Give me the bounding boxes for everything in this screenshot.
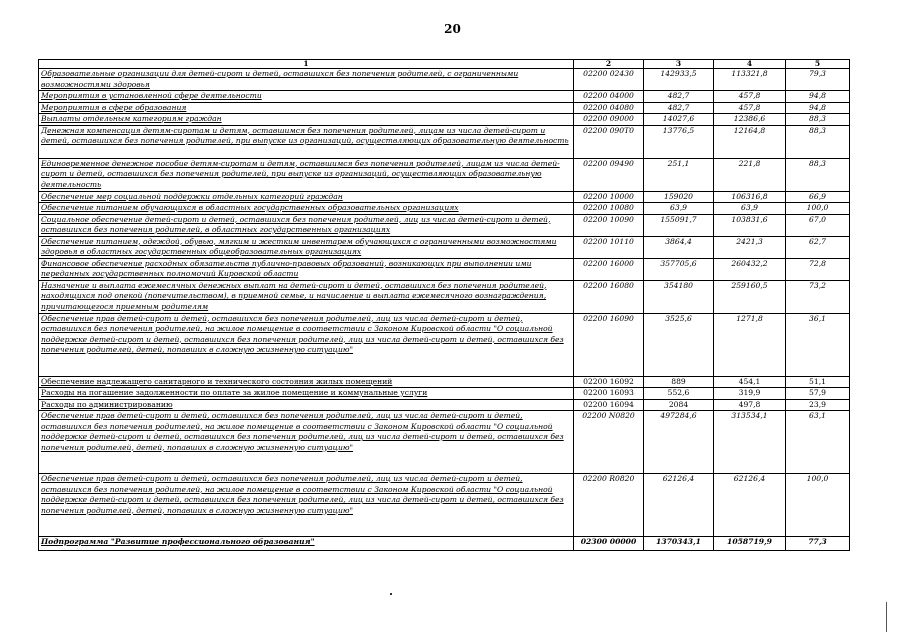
row-code: 02200 16092 — [574, 376, 644, 388]
row-name: Обеспечение питанием, одеждой, обувью, мягким и жестким инвентарем обучающихся с ограниченными возможностями здоровья в областных государственных общеобразовательных организациях — [39, 236, 574, 258]
budget-table — [38, 59, 850, 551]
row-percent: 66,9 — [786, 191, 850, 203]
row-actual-value: 313534,1 — [714, 411, 786, 474]
row-code: 02200 N0820 — [574, 411, 644, 474]
row-code: 02200 090Т0 — [574, 125, 644, 158]
page-number: 20 — [444, 22, 461, 36]
scan-dot — [390, 593, 392, 595]
row-code: 02200 16094 — [574, 399, 644, 411]
row-plan-value: 62126,4 — [644, 474, 714, 537]
row-code: 02200 04080 — [574, 102, 644, 114]
row-code: 02200 10080 — [574, 203, 644, 215]
row-plan-value: 354180 — [644, 280, 714, 313]
row-code: 02200 09490 — [574, 158, 644, 191]
table-row — [39, 388, 850, 400]
row-plan-value: 1370343,1 — [644, 537, 714, 551]
row-plan-value: 142933,5 — [644, 69, 714, 91]
row-actual-value: 259160,5 — [714, 280, 786, 313]
row-plan-value: 357705,6 — [644, 258, 714, 280]
row-actual-value: 62126,4 — [714, 474, 786, 537]
row-percent: 51,1 — [786, 376, 850, 388]
row-percent: 72,8 — [786, 258, 850, 280]
row-plan-value: 3525,6 — [644, 313, 714, 376]
row-plan-value: 889 — [644, 376, 714, 388]
row-actual-value: 260432,2 — [714, 258, 786, 280]
row-code: 02200 R0820 — [574, 474, 644, 537]
row-name: Социальное обеспечение детей-сирот и детей, оставшихся без попечения родителей, лиц из числа детей-сирот и детей, оставшихся без попечения родителей, в областных государственных организациях — [39, 214, 574, 236]
row-code: 02200 10000 — [574, 191, 644, 203]
table-row — [39, 191, 850, 203]
row-actual-value: 457,8 — [714, 91, 786, 103]
table-header-row — [39, 60, 850, 69]
row-percent: 94,8 — [786, 102, 850, 114]
row-percent: 100,0 — [786, 474, 850, 537]
row-code: 02300 00000 — [574, 537, 644, 551]
row-percent: 63,1 — [786, 411, 850, 474]
row-plan-value: 3864,4 — [644, 236, 714, 258]
column-header-4: 4 — [714, 60, 786, 69]
row-plan-value: 482,7 — [644, 102, 714, 114]
row-name: Финансовое обеспечение расходных обязательств публично-правовых образований, возникающих при выполнении ими переданных государственных полномочий Кировской области — [39, 258, 574, 280]
row-plan-value: 159020 — [644, 191, 714, 203]
row-percent: 67,0 — [786, 214, 850, 236]
row-name: Обеспечение мер социальной поддержки отдельных категорий граждан — [39, 191, 574, 203]
row-code: 02200 04000 — [574, 91, 644, 103]
row-percent: 77,3 — [786, 537, 850, 551]
row-code: 02200 10090 — [574, 214, 644, 236]
row-actual-value: 63,9 — [714, 203, 786, 215]
row-name: Мероприятия в установленной сфере деятельности — [39, 91, 574, 103]
row-percent: 79,3 — [786, 69, 850, 91]
row-percent: 62,7 — [786, 236, 850, 258]
row-name: Обеспечение прав детей-сирот и детей, оставшихся без попечения родителей, лиц из числа детей-сирот и детей, оставшихся без попечения родителей, на жилое помещение в соответствии с Законом Кировской области "О социальной поддержке детей-сирот и детей, оставшихся без попечения родителей, лиц из числа детей-сирот и детей, оставшихся без попечения родителей, детей, попавших в сложную жизненную ситуацию" — [39, 313, 574, 376]
table-row — [39, 411, 850, 474]
row-actual-value: 1271,8 — [714, 313, 786, 376]
row-percent: 88,3 — [786, 125, 850, 158]
row-code: 02200 16080 — [574, 280, 644, 313]
table-row — [39, 91, 850, 103]
table-row — [39, 125, 850, 158]
row-plan-value: 14027,6 — [644, 114, 714, 126]
row-actual-value: 2421,3 — [714, 236, 786, 258]
row-actual-value: 454,1 — [714, 376, 786, 388]
row-plan-value: 552,6 — [644, 388, 714, 400]
row-name: Обеспечение питанием обучающихся в областных государственных образовательных организациях — [39, 203, 574, 215]
row-percent: 57,9 — [786, 388, 850, 400]
row-name: Обеспечение прав детей-сирот и детей, оставшихся без попечения родителей, лиц из числа детей-сирот и детей, оставшихся без попечения родителей, на жилое помещение в соответствии с Законом Кировской области "О социальной поддержке детей-сирот и детей, оставшихся без попечения родителей, лиц из числа детей-сирот и детей, оставшихся без попечения родителей, детей, попавших в сложную жизненную ситуацию" — [39, 411, 574, 474]
row-code: 02200 16000 — [574, 258, 644, 280]
row-percent: 36,1 — [786, 313, 850, 376]
row-code: 02200 10110 — [574, 236, 644, 258]
row-plan-value: 482,7 — [644, 91, 714, 103]
row-code: 02200 09000 — [574, 114, 644, 126]
column-header-3: 3 — [644, 60, 714, 69]
table-row — [39, 280, 850, 313]
row-plan-value: 497284,6 — [644, 411, 714, 474]
column-header-1: 1 — [39, 60, 574, 69]
row-code: 02200 16093 — [574, 388, 644, 400]
row-actual-value: 457,8 — [714, 102, 786, 114]
scan-edge-line — [886, 602, 887, 632]
row-name: Обеспечение надлежащего санитарного и технического состояния жилых помещений — [39, 376, 574, 388]
table-row — [39, 114, 850, 126]
row-percent: 88,3 — [786, 114, 850, 126]
row-actual-value: 113321,8 — [714, 69, 786, 91]
row-actual-value: 497,8 — [714, 399, 786, 411]
row-actual-value: 319,9 — [714, 388, 786, 400]
table-row — [39, 214, 850, 236]
row-name: Образовательные организации для детей-сирот и детей, оставшихся без попечения родителей, с ограниченными возможностями здоровья — [39, 69, 574, 91]
row-actual-value: 106316,8 — [714, 191, 786, 203]
row-percent: 73,2 — [786, 280, 850, 313]
row-actual-value: 103831,6 — [714, 214, 786, 236]
table-row — [39, 474, 850, 537]
row-plan-value: 13776,5 — [644, 125, 714, 158]
row-percent: 94,8 — [786, 91, 850, 103]
row-plan-value: 2084 — [644, 399, 714, 411]
row-name: Выплаты отдельным категориям граждан — [39, 114, 574, 126]
row-name: Назначение и выплата ежемесячных денежных выплат на детей-сирот и детей, оставшихся без попечения родителей, находящихся под опекой (попечительством), в приемной семье, и начисление и выплата ежемесячного вознаграждения, причитающегося приемным родителям — [39, 280, 574, 313]
table-row — [39, 376, 850, 388]
table-body — [39, 69, 850, 551]
column-header-2: 2 — [574, 60, 644, 69]
row-plan-value: 251,1 — [644, 158, 714, 191]
row-percent: 88,3 — [786, 158, 850, 191]
row-actual-value: 12386,6 — [714, 114, 786, 126]
row-name: Расходы на погашение задолженности по оплате за жилое помещение и коммунальные услуги — [39, 388, 574, 400]
table-row — [39, 203, 850, 215]
row-percent: 23,9 — [786, 399, 850, 411]
row-plan-value: 155091,7 — [644, 214, 714, 236]
table-row — [39, 158, 850, 191]
table-row — [39, 236, 850, 258]
row-name: Обеспечение прав детей-сирот и детей, оставшихся без попечения родителей, лиц из числа детей-сирот и детей, оставшихся без попечения родителей, на жилое помещение в соответствии с Законом Кировской области "О социальной поддержке детей-сирот и детей, оставшихся без попечения родителей, лиц из числа детей-сирот и детей, оставшихся без попечения родителей, детей, попавших в сложную жизненную ситуацию" — [39, 474, 574, 537]
row-name: Единовременное денежное пособие детям-сиротам и детям, оставшимся без попечения родителей, лицам из числа детей-сирот и детей, оставшихся без попечения родителей, при выпуске из организаций, осуществляющих образовательную деятельность — [39, 158, 574, 191]
table-row — [39, 399, 850, 411]
row-code: 02200 02430 — [574, 69, 644, 91]
row-name: Мероприятия в сфере образования — [39, 102, 574, 114]
column-header-5: 5 — [786, 60, 850, 69]
row-percent: 100,0 — [786, 203, 850, 215]
row-actual-value: 1058719,9 — [714, 537, 786, 551]
table-row — [39, 537, 850, 551]
table-row — [39, 313, 850, 376]
table-row — [39, 258, 850, 280]
row-actual-value: 221,8 — [714, 158, 786, 191]
row-actual-value: 12164,8 — [714, 125, 786, 158]
row-name: Подпрограмма "Развитие профессионального образования" — [39, 537, 574, 551]
table-row — [39, 102, 850, 114]
row-code: 02200 16090 — [574, 313, 644, 376]
row-name: Денежная компенсация детям-сиротам и детям, оставшимся без попечения родителей, лицам из числа детей-сирот и детей, оставшихся без попечения родителей, при выпуске из организаций, осуществляющих образовательную деятельность — [39, 125, 574, 158]
row-name: Расходы по администрированию — [39, 399, 574, 411]
row-plan-value: 63,9 — [644, 203, 714, 215]
table-row — [39, 69, 850, 91]
